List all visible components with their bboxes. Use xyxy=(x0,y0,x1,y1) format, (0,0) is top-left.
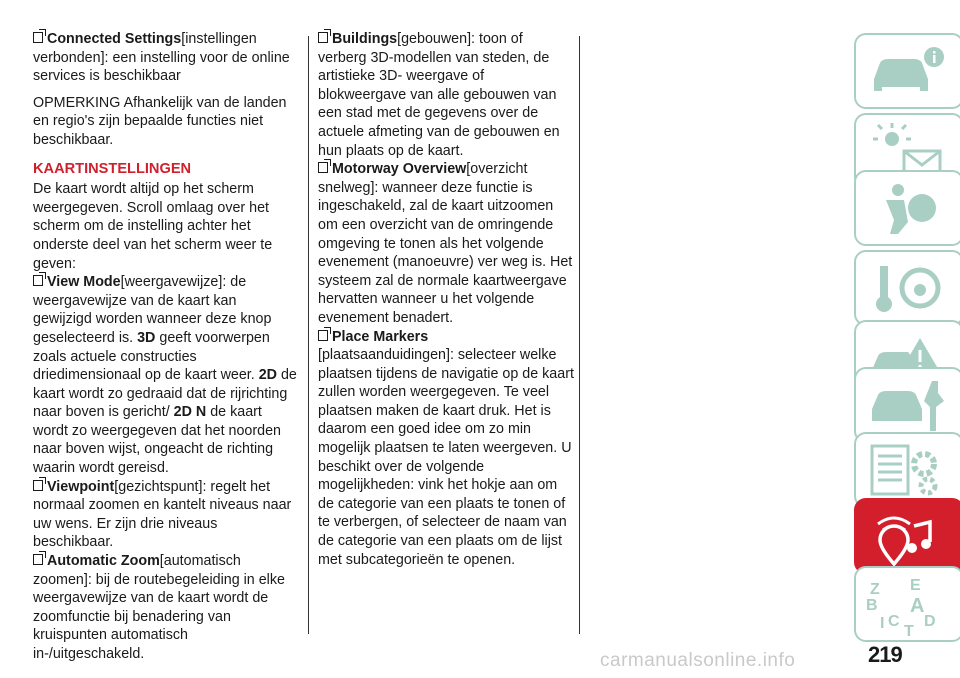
technical-data-icon xyxy=(864,440,954,502)
buildings-term: Buildings xyxy=(332,31,398,47)
view-mode-text-3d: geeft voorwerpen zoals actuele constructies driedimensionaal op de kaart weer. xyxy=(33,329,270,384)
connected-settings-text: [instellingen verbonden]: een instelling voor de online services is beschikbaar xyxy=(33,31,290,85)
multimedia-icon xyxy=(864,506,954,568)
index-letter-b: B xyxy=(866,597,878,614)
viewpoint-item xyxy=(33,478,297,552)
automatic-zoom-term: Automatic Zoom xyxy=(47,553,160,570)
tab-index[interactable] xyxy=(854,566,960,642)
tab-starting-driving[interactable] xyxy=(854,250,960,326)
place-markers-item xyxy=(318,328,574,570)
motorway-overview-text: [overzicht snelweg]: wanneer deze functie is ingeschakeld, zal de kaart uitzoomen om een overzicht van de omringende omgeving te tonen als het volgende evenement (manoeuvre) ver weg is. Het systeem zal de normale kaartweergave hervatten wanneer u het volgende evenement benadert. xyxy=(318,161,573,326)
checkbox-bullet-icon xyxy=(33,480,43,491)
buildings-item xyxy=(318,30,574,160)
connected-settings-item xyxy=(33,30,297,86)
tab-technical-data[interactable] xyxy=(854,432,960,508)
index-letter-i: I xyxy=(880,615,885,632)
column-divider xyxy=(579,36,580,634)
view-mode-text-2dn: de kaart wordt zo weergegeven dat het noorden naar boven wijst, ongeacht de richting waarin wordt gereisd. xyxy=(33,404,281,477)
view-mode-text-2d: de kaart wordt zo gedraaid dat de rijrichting naar boven is gericht/ xyxy=(33,367,297,421)
intro-text: De kaart wordt altijd op het scherm weergegeven. Scroll omlaag over het scherm om de instelling achter het onderste deel van het scherm weer te geven: xyxy=(33,181,273,272)
safety-airbag-icon xyxy=(864,178,954,240)
note-text: OPMERKING Afhankelijk van de landen en regio's zijn bepaalde functies niet beschikbaar. xyxy=(33,94,287,148)
view-mode-term: View Mode xyxy=(47,274,121,291)
index-letter-a: A xyxy=(910,595,925,617)
index-letter-z: Z xyxy=(870,581,880,598)
column-divider xyxy=(308,36,309,634)
viewpoint-text: [gezichtspunt]: regelt het normaal zoomen en kantelt niveaus naar uw wens. Er zijn drie niveaus beschikbaar. xyxy=(33,478,292,551)
index-icon xyxy=(864,574,954,636)
motorway-overview-item xyxy=(318,160,574,327)
section-heading: KAARTINSTELLINGEN xyxy=(33,160,192,177)
tab-safety[interactable] xyxy=(854,170,960,246)
index-letter-d: D xyxy=(924,613,936,630)
automatic-zoom-item xyxy=(33,552,297,664)
checkbox-bullet-icon xyxy=(33,32,43,43)
tab-car-info[interactable] xyxy=(854,33,960,109)
steering-key-icon xyxy=(864,258,954,320)
view-mode-text: [weergavewijze]: de weergavewijze van de kaart kan gewijzigd worden wanneer deze knop geselecteerd is. xyxy=(33,274,272,346)
view-mode-item xyxy=(33,273,297,478)
view-mode-2dn: 2D N xyxy=(173,404,207,421)
automatic-zoom-text: [automatisch zoomen]: bij de routebegeleiding in elke weergavewijze van de kaart wordt de zoomfunctie bij benadering van kruispunten automatisch in-/uitgeschakeld. xyxy=(33,553,285,662)
car-info-icon xyxy=(864,41,954,103)
index-letter-t: T xyxy=(904,623,914,636)
watermark: carmanualsonline.info xyxy=(600,650,796,671)
checkbox-bullet-icon xyxy=(318,32,328,43)
connected-settings-term: Connected Settings xyxy=(47,31,182,47)
tab-multimedia[interactable] xyxy=(854,498,960,574)
view-mode-2d: 2D xyxy=(258,367,277,384)
place-markers-text: [plaatsaanduidingen]: selecteer welke plaatsen tijdens de navigatie op de kaart zullen worden weergegeven. Te veel plaatsen maken de kaart druk. Het is daarom een goed idee om zo min mogelijk plaatsen te laten weergeven. U beschikt over de volgende mogelijkheden: vink het hokje aan om de categorie van een plaats te tonen of te verbergen, of selecteer de naam van de categorie van een plaats om de lijst met subcategorieën te openen. xyxy=(318,347,574,568)
motorway-overview-term: Motorway Overview xyxy=(332,161,467,178)
index-letter-c: C xyxy=(888,613,900,630)
car-maintenance-icon xyxy=(864,375,954,437)
left-column xyxy=(33,30,297,664)
index-letter-e: E xyxy=(910,577,921,594)
view-mode-3d: 3D xyxy=(137,329,156,346)
right-column xyxy=(318,30,574,569)
buildings-text: [gebouwen]: toon of verberg 3D-modellen van steden, de artistieke 3D- weergave of blokweergave van alle gebouwen van een stad met de gegevens over de actuele afmeting van de gebouwen en hun plaats op de kaart. xyxy=(318,31,560,159)
page-number: 219 xyxy=(868,642,902,667)
checkbox-bullet-icon xyxy=(33,275,43,286)
checkbox-bullet-icon xyxy=(318,330,328,341)
checkbox-bullet-icon xyxy=(33,554,43,565)
place-markers-term: Place Markers xyxy=(332,328,429,345)
viewpoint-term: Viewpoint xyxy=(47,478,115,495)
checkbox-bullet-icon xyxy=(318,162,328,173)
